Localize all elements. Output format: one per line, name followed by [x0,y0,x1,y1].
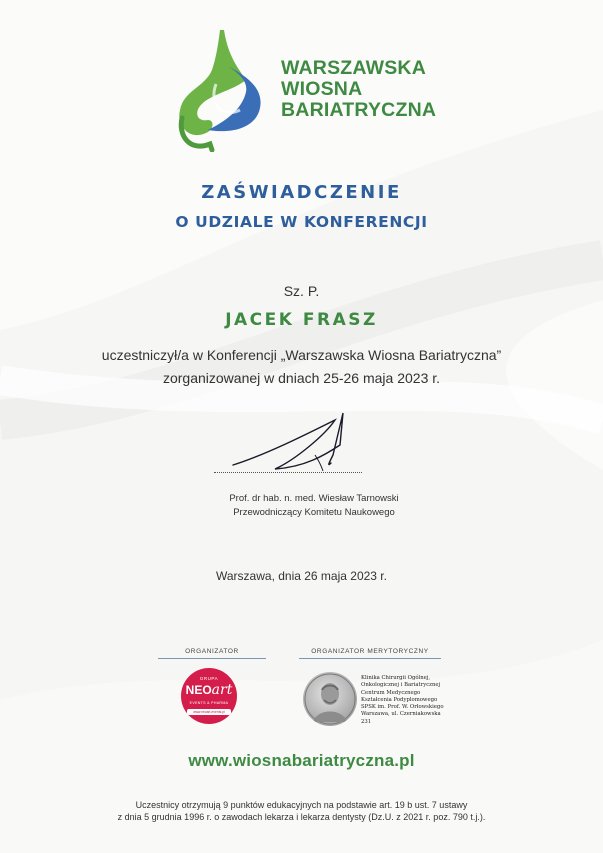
logo-line-2: WIOSNA [281,78,363,100]
logo-line-3: BARIATRYCZNA [281,99,437,121]
recipient-name: JACEK FRASZ [225,310,378,330]
certificate-title: ZAŚWIADCZENIE [201,182,402,203]
organizer-divider [158,658,266,659]
portrait-icon [303,672,357,726]
neoart-top: GRUPA [199,676,219,681]
signature-line [214,472,362,473]
neoart-logo [181,668,237,724]
website-link[interactable]: www.wiosnabariatryczna.pl [188,751,415,770]
logo-line-1: WARSZAWSKA [281,57,426,79]
clinic-line-6: Warszawa, ul. Czerniakowska 231 [361,711,441,725]
scientific-organizer-divider [299,658,441,659]
portrait-medal-icon [303,672,357,726]
clinic-line-2: Onkologicznej i Bariatrycznej [361,682,441,689]
organizer-label: ORGANIZATOR [185,648,239,655]
stomach-logo-icon [168,26,273,152]
place-date: Warszawa, dnia 26 maja 2023 r. [216,569,387,583]
signer-name: Prof. dr hab. n. med. Wiesław Tarnowski [229,493,399,504]
handwritten-signature [215,405,375,485]
footer-line-1: Uczestnicy otrzymują 9 punktów edukacyjnych na podstawie art. 19 b ust. 7 ustawy [135,800,468,810]
body-line-1: uczestniczył/a w Konferencji „Warszawska Wiosna Bariatryczna” [101,347,502,363]
clinic-line-3: Centrum Medycznego [361,689,421,696]
neoart-url: www.neoart-events.pl [187,709,231,715]
clinic-line-1: Klinika Chirurgii Ogólnej, [361,675,431,681]
clinic-line-5: SPSK im. Prof. W. Orłowskiego [361,704,444,711]
salutation: Sz. P. [283,283,320,299]
certificate-subtitle: O UDZIALE W KONFERENCJI [175,213,428,231]
clinic-line-4: Kształcenia Podyplomowego [361,696,438,703]
signer-block [214,492,414,520]
neoart-sub: EVENTS & PHARMA [189,701,229,705]
clinic-info [361,675,451,726]
neoart-name [181,682,237,698]
scientific-organizer-label: ORGANIZATOR MERYTORYCZNY [311,648,429,655]
neoart-name-art: art [211,682,233,698]
logo-wordmark [281,58,436,121]
body-line-2: zorganizowanej w dniach 25-26 maja 2023 r. [162,370,441,386]
footer-line-2: z dnia 5 grudnia 1996 r. o zawodach lekarza i lekarza dentysty (Dz.U. z 2021 r. poz. 790 t.j.). [117,812,486,822]
signer-role: Przewodniczący Komitetu Naukowego [233,507,395,518]
neoart-name-neo: NEO [185,683,212,697]
